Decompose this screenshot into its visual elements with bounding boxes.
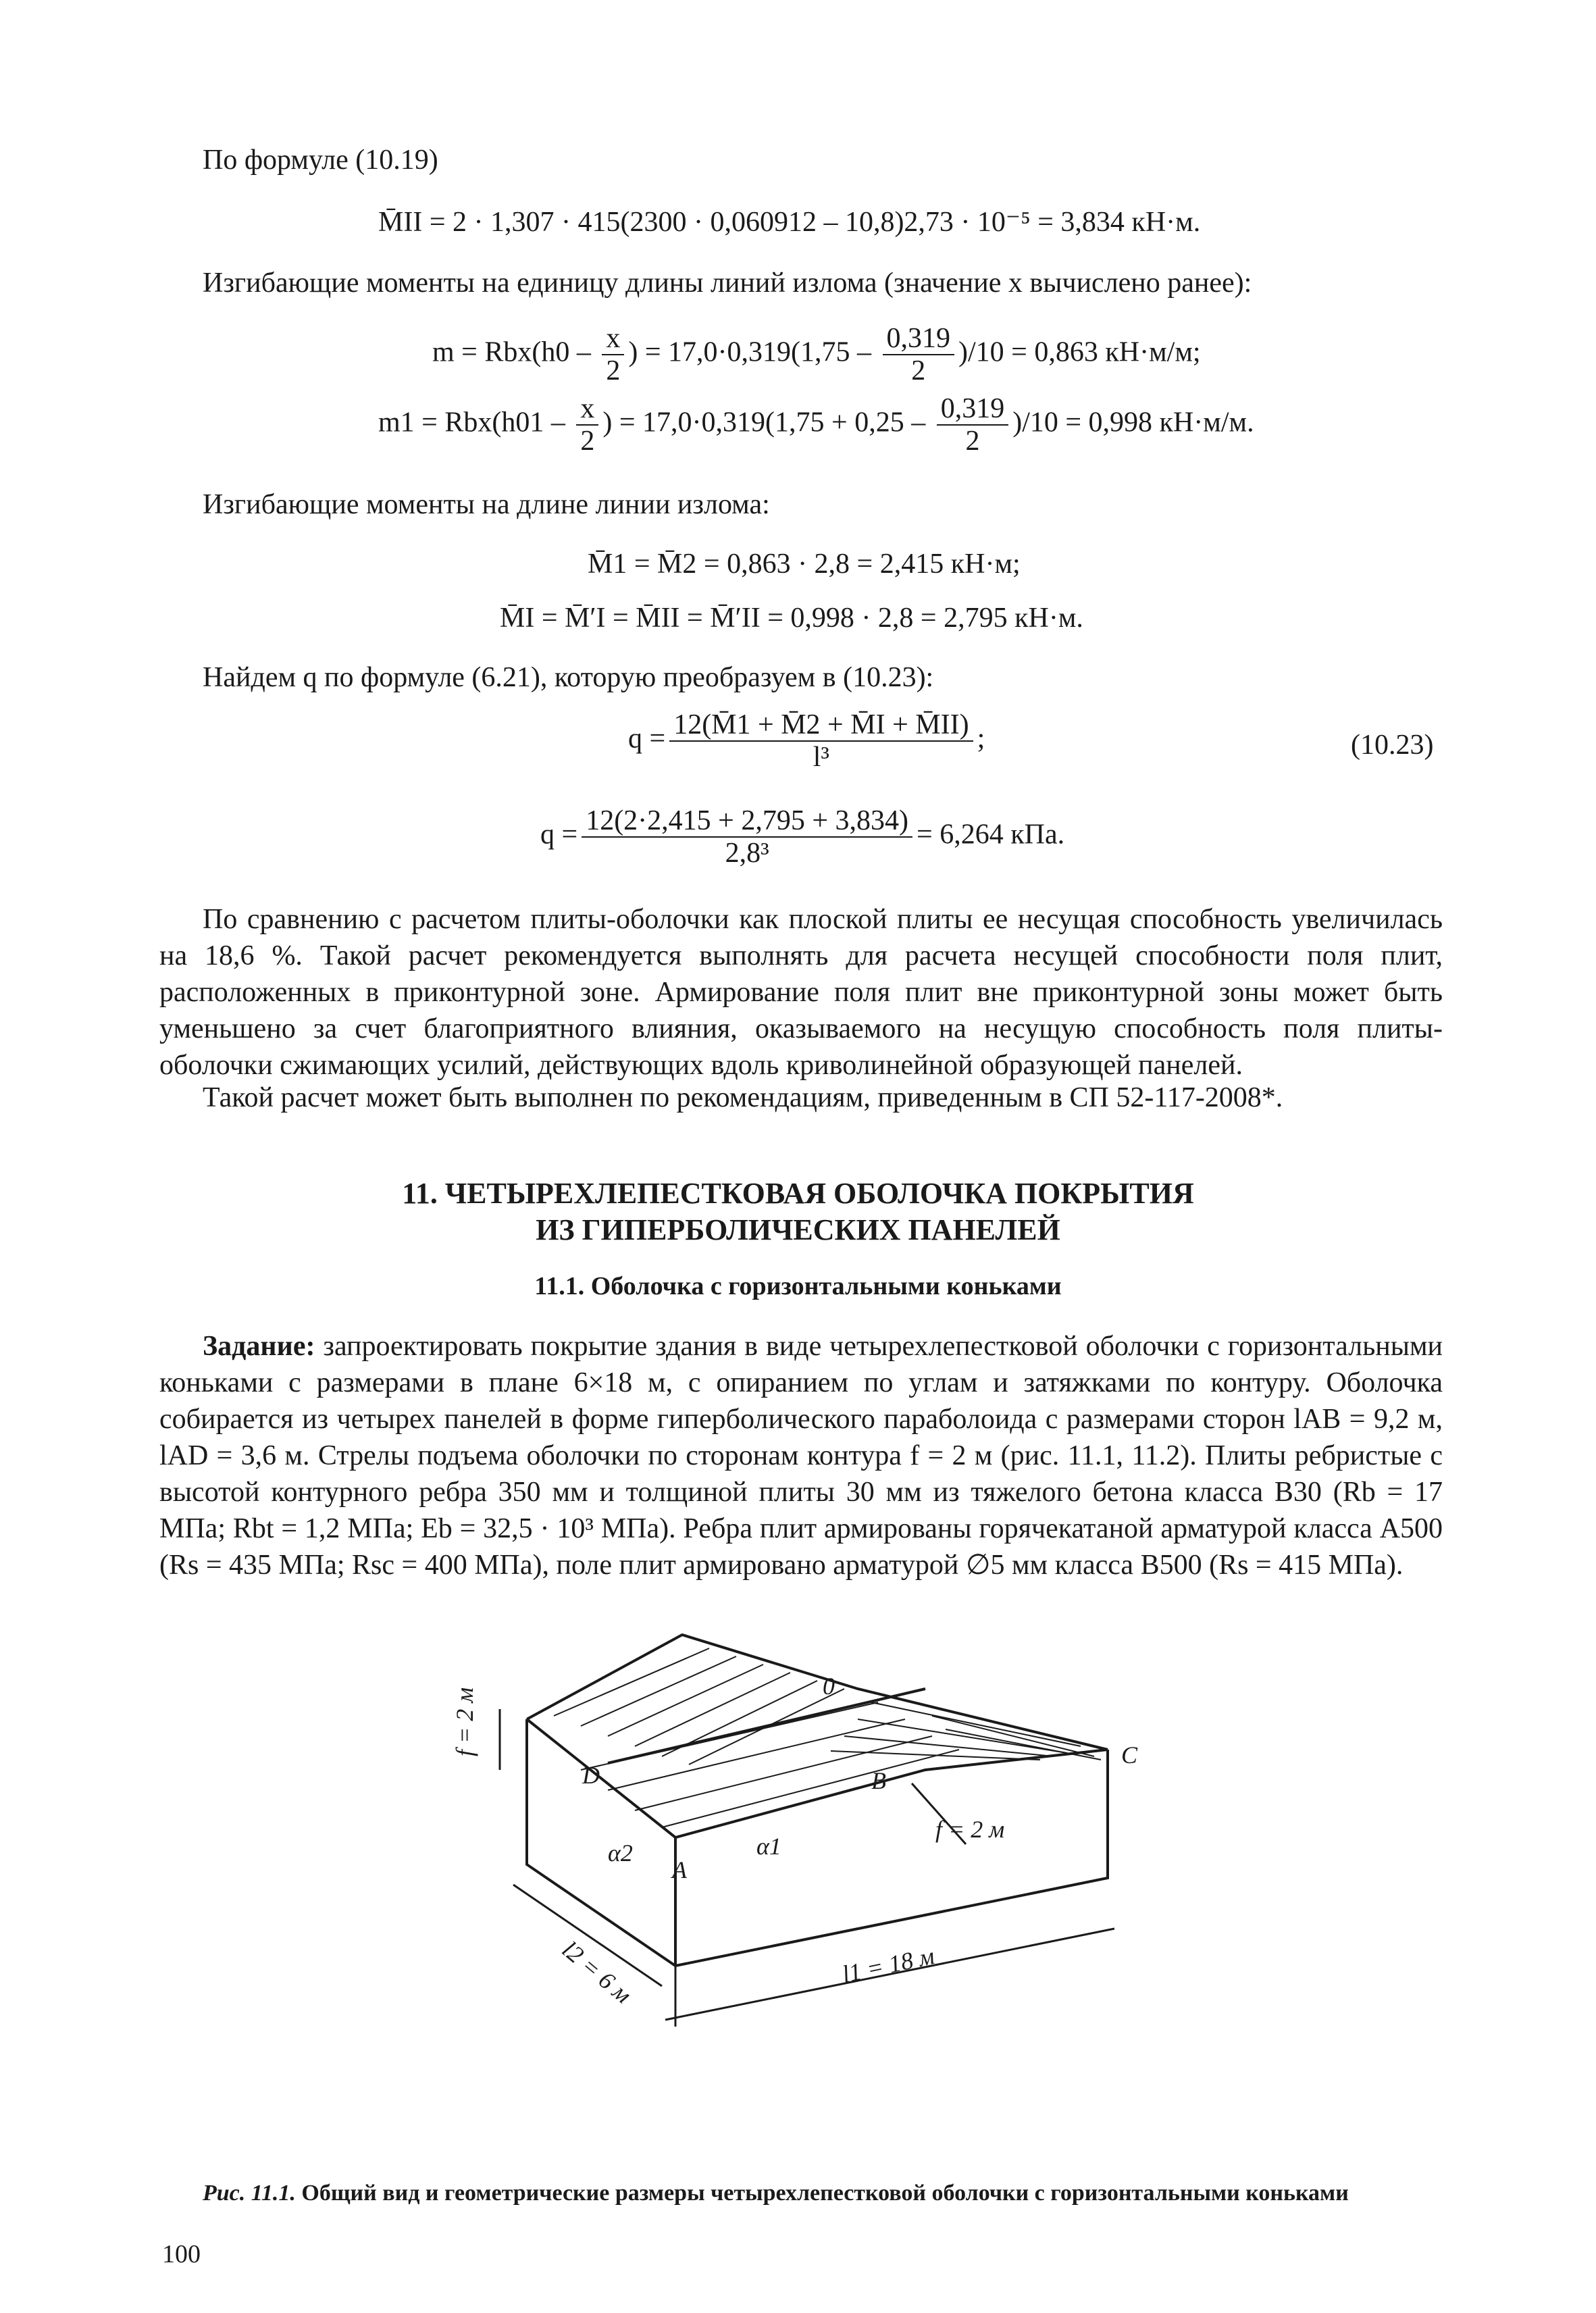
roof-ridge-front: [527, 1719, 1108, 1837]
eq-m-left: m = Rbx(h0 –: [432, 336, 598, 368]
intro-line: По формуле (10.19): [203, 145, 438, 176]
page-number: 100: [162, 2240, 201, 2268]
eq-q-left: q =: [628, 723, 666, 755]
paragraph-moments-length: Изгибающие моменты на длине линии излома:: [203, 489, 770, 520]
equation-number: (10.23): [1351, 730, 1434, 761]
paragraph-sp: Такой расчет может быть выполнен по рекомендациям, приведенным в СП 52-117-2008*.: [203, 1082, 1283, 1113]
eq-m-mid: ) = 17,0·0,319(1,75 –: [628, 336, 879, 368]
eq-m1-frac-num: x: [576, 393, 598, 426]
eq-q-right: ;: [977, 723, 985, 755]
eq-m1-frac-den: 2: [580, 426, 595, 457]
section-title-line1: 11. ЧЕТЫРЕХЛЕПЕСТКОВАЯ ОБОЛОЧКА ПОКРЫТИЯ: [402, 1177, 1194, 1210]
label-a: A: [672, 1856, 687, 1883]
equation-m-ii: M̄II = 2 · 1,307 · 415(2300 · 0,060912 – 10,8)2,73 · 10⁻⁵ = 3,834 кН·м.: [378, 207, 1201, 238]
eq-m1-right: )/10 = 0,998 кН·м/м.: [1012, 407, 1254, 438]
section-title-line2: ИЗ ГИПЕРБОЛИЧЕСКИХ ПАНЕЛЕЙ: [536, 1213, 1060, 1246]
eq-m-right: )/10 = 0,863 кН·м/м;: [958, 336, 1201, 368]
eq-qv-right: = 6,264 кПа.: [917, 819, 1065, 850]
caption-text: Общий вид и геометрические размеры четырехлепестковой оболочки с горизонтальными коньками: [295, 2181, 1349, 2206]
eq-qv-left: q =: [540, 819, 578, 850]
label-l1: l1 = 18 м: [840, 1941, 937, 1988]
eq-qv-num: 12(2·2,415 + 2,795 + 3,834): [582, 805, 912, 838]
eq-m-frac2-den: 2: [911, 355, 926, 386]
label-f-left: f = 2 м: [451, 1687, 478, 1756]
label-b: B: [871, 1767, 886, 1794]
eq-m1-frac2-num: 0,319: [937, 393, 1009, 426]
paragraph-compare: По сравнению с расчетом плиты-оболочки как плоской плиты ее несущая способность увеличилась на 18,6 %. Такой расчет рекомендуется выполнять для расчета несущей способности поля плит, расположенных в приконтурной зоне. Армирование поля плит вне приконтурной зоны может быть уменьшено за счет благоприятного влияния, оказываемого на несущую способность поля плиты-оболочки сжимающих усилий, действующих вдоль криволинейной образующей панелей.: [159, 904, 1443, 1081]
figure-caption: [203, 2181, 1349, 2206]
eq-m1-left: m1 = Rbx(h01 –: [378, 407, 573, 438]
label-c: C: [1121, 1742, 1138, 1769]
eq-m1-frac2-den: 2: [965, 426, 980, 457]
label-l2: l2 = 6 м: [557, 1935, 637, 2009]
label-d: D: [582, 1762, 600, 1789]
label-alpha2: α2: [608, 1839, 633, 1866]
label-alpha1: α1: [756, 1833, 781, 1860]
task-label: Задание:: [203, 1331, 315, 1362]
equation-mi: M̄I = M̄′I = M̄II = M̄′II = 0,998 · 2,8 = 2,795 кН·м.: [500, 603, 1083, 634]
eq-qv-den: 2,8³: [725, 838, 769, 869]
label-o: 0: [823, 1673, 835, 1700]
caption-prefix: Рис. 11.1.: [203, 2181, 296, 2206]
equation-m1-m2: M̄1 = M̄2 = 0,863 · 2,8 = 2,415 кН·м;: [588, 549, 1021, 580]
paragraph-moments-per-unit: Изгибающие моменты на единицу длины линий излома (значение x вычислено ранее):: [203, 268, 1252, 299]
paragraph-find-q: Найдем q по формуле (6.21), которую преобразуем в (10.23):: [203, 662, 934, 693]
eq-m-frac-num: x: [602, 323, 624, 355]
eq-m-frac2-num: 0,319: [883, 323, 955, 355]
roof-ridge-back: [527, 1635, 1108, 1750]
task-text: запроектировать покрытие здания в виде четырехлепестковой оболочки с горизонтальными коньками с размерами в плане 6×18 м, с опиранием по углам и затяжками по контуру. Оболочка собирается из четырех панелей в форме гиперболического параболоида с размерами сторон lAB = 9,2 м, lAD = 3,6 м. Стрелы подъема оболочки по сторонам контура f = 2 м (рис. 11.1, 11.2). Плиты ребристые с высотой контурного ребра 350 мм и толщиной плиты 30 мм из тяжелого бетона класса В30 (Rb = 17 МПа; Rbt = 1,2 МПа; Eb = 32,5 · 10³ МПа). Ребра плит армированы горячекатаной арматурой класса А500 (Rs = 435 МПа; Rsc = 400 МПа), поле плит армировано арматурой ∅5 мм класса В500 (Rs = 415 МПа).: [159, 1331, 1443, 1581]
subsection-title: 11.1. Оболочка с горизонтальными коньками: [534, 1272, 1062, 1300]
eq-m-frac-den: 2: [606, 355, 621, 386]
eq-q-den: l³: [813, 742, 829, 773]
eq-m1-mid: ) = 17,0·0,319(1,75 + 0,25 –: [602, 407, 933, 438]
label-f-right: f = 2 м: [935, 1816, 1005, 1843]
eq-q-num: 12(M̄1 + M̄2 + M̄I + M̄II): [669, 709, 973, 742]
